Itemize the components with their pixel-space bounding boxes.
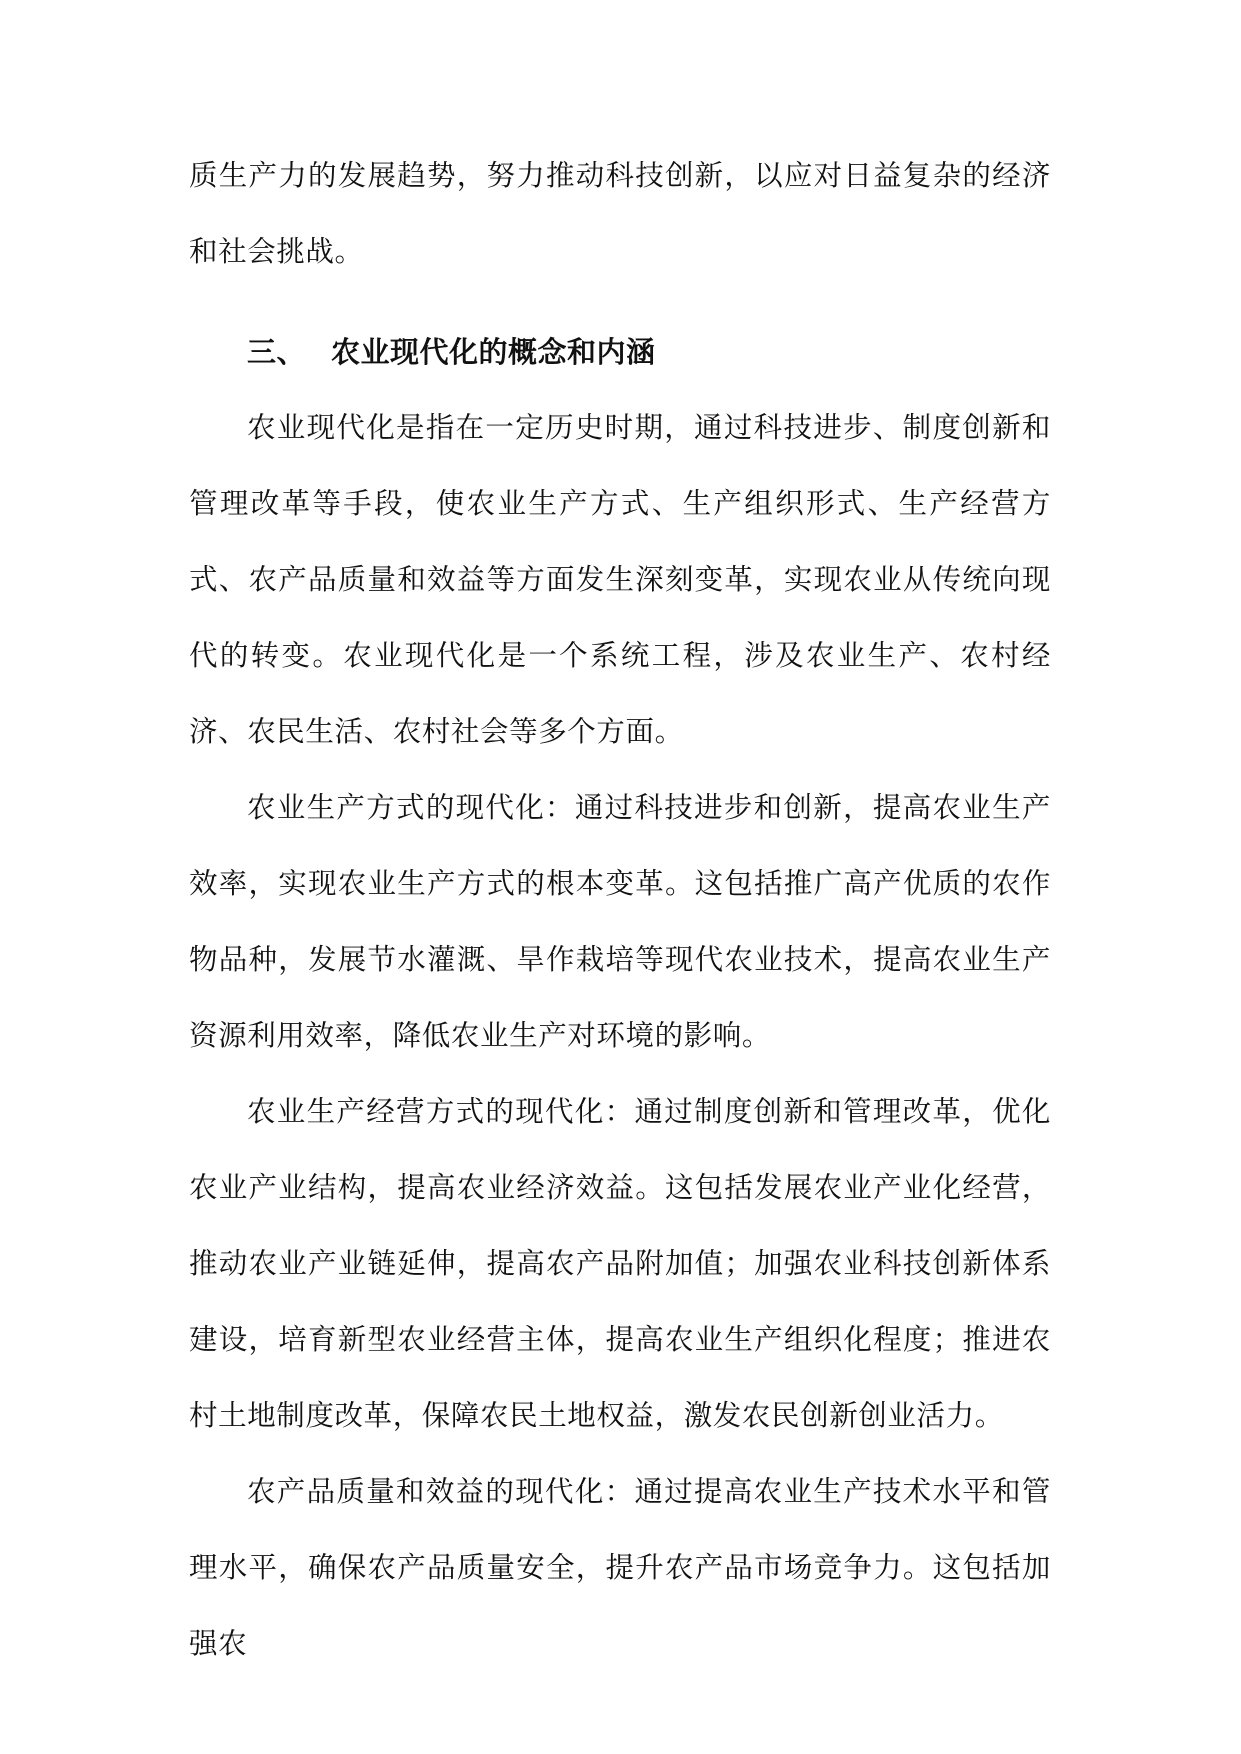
section-number: 三、 (247, 335, 307, 369)
section-heading (189, 314, 1051, 390)
document-body (189, 138, 1051, 1682)
paragraph-production-mode: 农业生产方式的现代化：通过科技进步和创新，提高农业生产效率，实现农业生产方式的根本变革。这包括推广高产优质的农作物品种，发展节水灌溉、旱作栽培等现代农业技术，提高农业生产资源利用效率，降低农业生产对环境的影响。 (189, 791, 1051, 1052)
continued-paragraph: 质生产力的发展趋势，努力推动科技创新，以应对日益复杂的经济和社会挑战。 (189, 159, 1051, 268)
paragraph-business-mode: 农业生产经营方式的现代化：通过制度创新和管理改革，优化农业产业结构，提高农业经济效益。这包括发展农业产业化经营，推动农业产业链延伸，提高农产品附加值；加强农业科技创新体系建设，培育新型农业经营主体，提高农业生产组织化程度；推进农村土地制度改革，保障农民土地权益，激发农民创新创业活力。 (189, 1095, 1051, 1432)
section-title: 农业现代化的概念和内涵 (331, 335, 656, 369)
paragraph-definition: 农业现代化是指在一定历史时期，通过科技进步、制度创新和管理改革等手段，使农业生产方式、生产组织形式、生产经营方式、农产品质量和效益等方面发生深刻变革，实现农业从传统向现代的转变。农业现代化是一个系统工程，涉及农业生产、农村经济、农民生活、农村社会等多个方面。 (189, 411, 1051, 748)
section-spacer (189, 290, 1051, 314)
paragraph-quality-benefit: 农产品质量和效益的现代化：通过提高农业生产技术水平和管理水平，确保农产品质量安全，提升农产品市场竞争力。这包括加强农 (189, 1475, 1051, 1660)
